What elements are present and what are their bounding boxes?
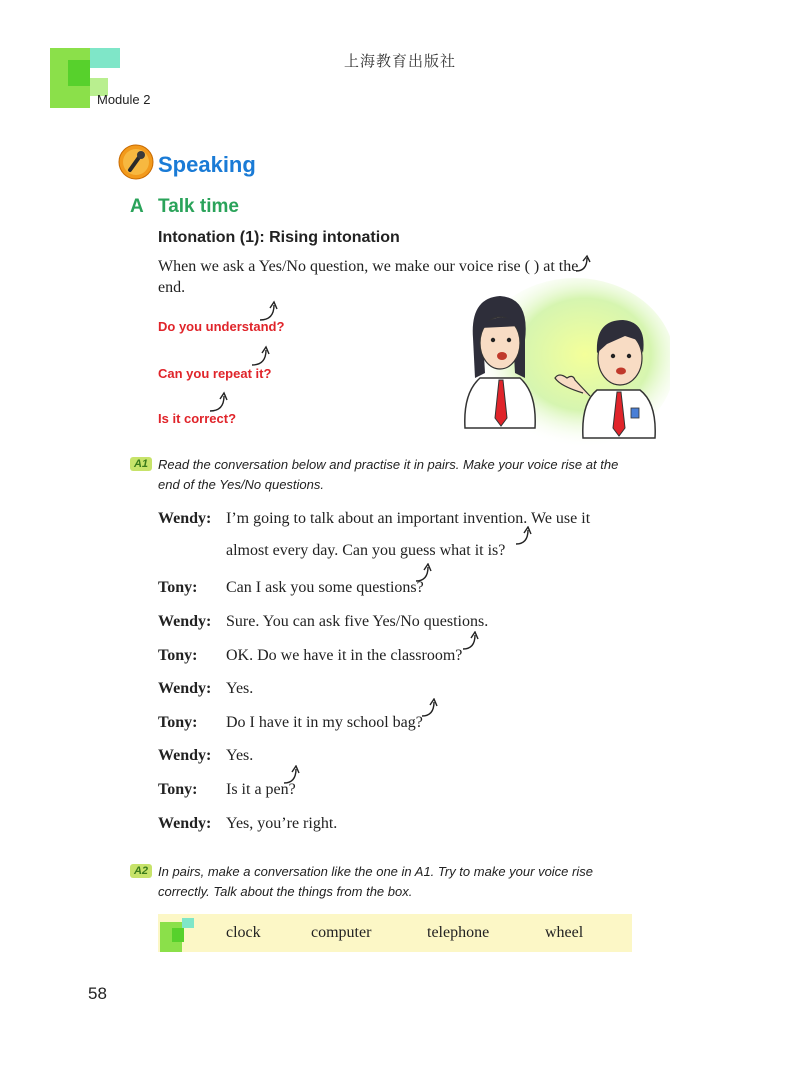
a1-badge: A1	[130, 457, 152, 471]
a2-badge: A2	[130, 864, 152, 878]
speaker-label: Wendy:	[158, 815, 212, 832]
publisher-name: 上海教育出版社	[343, 52, 456, 70]
section-letter: A	[130, 196, 144, 217]
speaker-label: Wendy:	[158, 747, 212, 764]
dialogue-line: OK. Do we have it in the classroom?	[226, 647, 463, 664]
a2-instruction-line-1: In pairs, make a conversation like the one in A1. Try to make your voice rise	[158, 864, 593, 879]
speaking-title: Speaking	[158, 152, 256, 177]
dialogue-line: Yes.	[226, 747, 254, 764]
section-title: Talk time	[158, 196, 239, 217]
dialogue-line: Is it a pen?	[226, 781, 296, 798]
word-box-decoration	[160, 918, 200, 952]
rising-arrow-icon	[250, 345, 272, 367]
intonation-subtitle: Intonation (1): Rising intonation	[158, 229, 400, 246]
dialogue-line: Do I have it in my school bag?	[226, 714, 423, 731]
students-illustration	[455, 278, 670, 453]
word-box-item: telephone	[427, 924, 490, 941]
speaker-label: Tony:	[158, 781, 198, 798]
rising-arrow-icon	[514, 526, 534, 546]
rising-arrow-icon	[414, 563, 434, 583]
rising-arrow-icon	[461, 631, 481, 651]
word-box-item: wheel	[545, 924, 584, 941]
example-sentence: Do you understand?	[158, 319, 285, 334]
example-sentence: Is it correct?	[158, 411, 237, 426]
intro-line-1: When we ask a Yes/No question, we make our voice rise ( ) at the	[158, 258, 579, 275]
speaker-label: Wendy:	[158, 613, 212, 630]
rising-arrow-icon	[282, 765, 302, 785]
dialogue-line: Yes, you’re right.	[226, 815, 338, 832]
word-box-item: computer	[311, 924, 372, 941]
a1-instruction	[158, 455, 678, 495]
speaker-label: Wendy:	[158, 680, 212, 697]
microphone-icon	[118, 144, 154, 180]
a2-instruction	[158, 862, 678, 902]
a1-instruction-line-2: end of the Yes/No questions.	[158, 477, 324, 492]
rising-arrow-icon	[208, 391, 230, 413]
intro-line-2: end.	[158, 279, 186, 296]
module-label: Module 2	[97, 92, 151, 107]
dialogue-line: almost every day. Can you guess what it is?	[226, 542, 506, 559]
rising-arrow-icon	[573, 254, 593, 274]
speaker-label: Tony:	[158, 714, 198, 731]
rising-arrow-icon	[258, 300, 280, 322]
rising-arrow-icon	[420, 698, 440, 718]
a2-instruction-line-2: correctly. Talk about the things from the box.	[158, 884, 413, 899]
example-sentence: Can you repeat it?	[158, 366, 272, 381]
speaker-label: Wendy:	[158, 510, 212, 527]
page-number: 58	[88, 984, 107, 1003]
dialogue-line: Yes.	[226, 680, 254, 697]
speaker-label: Tony:	[158, 579, 198, 596]
dialogue-line: Sure. You can ask five Yes/No questions.	[226, 613, 489, 630]
dialogue-line: I’m going to talk about an important invention. We use it	[226, 510, 591, 527]
word-box-item: clock	[226, 924, 261, 941]
speaker-label: Tony:	[158, 647, 198, 664]
a1-instruction-line-1: Read the conversation below and practise it in pairs. Make your voice rise at the	[158, 457, 619, 472]
dialogue-line: Can I ask you some questions?	[226, 579, 424, 596]
